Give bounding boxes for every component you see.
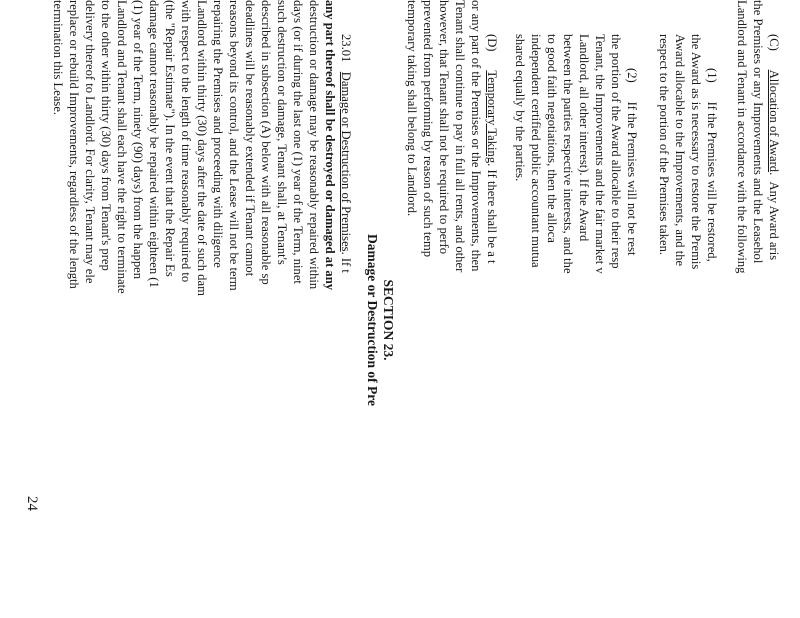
paragraph-c1-line: If the Premises will be restored,	[705, 101, 719, 262]
paragraph-d-line: prevented from performing by reason of such temp	[421, 0, 435, 258]
paragraph-c1-first-line	[704, 0, 720, 618]
paragraph-c-first-line: (C) Allocation of Award. Any Award aris	[767, 34, 781, 261]
paragraph-c2-line: Tenant, the Improvements and the fair market v	[593, 34, 607, 274]
paragraph-23-01-line: Landlord and Tenant shall each have the right to terminate	[115, 0, 129, 294]
paragraph-c1-marker: (1)	[705, 68, 719, 83]
paragraph-23-01-line: with respect to the length of time reasonably required to	[179, 0, 193, 283]
paragraph-c2-line: to good faith negotiations, then the alloca	[545, 34, 559, 243]
paragraph-23-01-first-line	[338, 0, 354, 618]
paragraph-23-01-line: (the "Repair Estimate"). In the event that the Repair Es	[163, 0, 177, 277]
paragraph-d-first-line	[484, 0, 500, 618]
paragraph-c2-line: If the Premises will not be rest	[625, 101, 639, 256]
paragraph-23-01-line: days (or if during the last one (1) year of the Term, ninet	[291, 0, 305, 284]
paragraph-c-line: the Premises or any Improvements and the Leasehol	[751, 0, 765, 264]
paragraph-23-01-line: to the other within thirty (30) days from Tenant's prep	[99, 0, 113, 271]
paragraph-23-01-line: damage cannot reasonably be repaired within eighteen (1	[147, 0, 161, 288]
paragraph-d-marker: (D)	[485, 34, 499, 52]
paragraph-23-01-heading: Damage or Destruction of Premises	[339, 71, 353, 252]
paragraph-d-line: temporary taking shall belong to Landlord.	[405, 0, 419, 217]
paragraph-c	[734, 0, 782, 618]
paragraph-c2	[512, 0, 640, 618]
paragraph-d-line: or any part of the Premises or the Improvements, then	[469, 0, 483, 272]
paragraph-d-line: however, that Tenant shall not be required to perfo	[437, 0, 451, 255]
paragraph-c2-line: independent certified public accountant mutua	[529, 34, 543, 268]
paragraph-23-01-line: such destruction or damage, Tenant shall, at Tenant's	[275, 0, 289, 265]
paragraph-c2-line: the portion of the Award allocable to their resp	[609, 34, 623, 269]
paragraph-23-01-line: described in subsection (A) below with all reasonable sp	[259, 0, 273, 285]
paragraph-23-01-number: 23.01	[339, 34, 353, 63]
paragraph-c-heading: Allocation of Award	[767, 69, 781, 173]
paragraph-c-line: Any Award aris	[767, 181, 781, 261]
paragraph-23-01-line: deadlines will be reasonably extended if Tenant cannot	[243, 0, 257, 277]
paragraph-d-line: Tenant shall continue to pay in full all rents, and other	[453, 0, 467, 273]
section-title: Damage or Destruction of Pre	[365, 234, 380, 406]
paragraph-23-01-line: repairing the Premises and proceeding with diligence	[211, 0, 225, 268]
paragraph-c1	[656, 0, 720, 618]
paragraph-c1-line: Award allocable to the Improvements, and the	[673, 34, 687, 267]
paragraph-23-01-line: replace or rebuild Improvements, regardless of the length	[67, 0, 81, 289]
paragraph-23-01-line: destruction or damage may be reasonably repaired within	[307, 0, 321, 290]
paragraph-c2-first-line	[624, 0, 640, 618]
paragraph-c-marker: (C)	[767, 34, 781, 51]
paragraph-23-01	[50, 0, 354, 618]
paragraph-c2-line: shared equally by the parties.	[513, 34, 527, 182]
paragraph-23-01-line: any part thereof shall be destroyed or damaged at any	[323, 0, 337, 291]
paragraph-c2-line: Landlord, all other interest). If the Award	[577, 34, 591, 242]
paragraph-23-01-line: . If t	[339, 251, 353, 273]
paragraph-23-01-line: (1) year of the Term, ninety (90) days) from the happen	[131, 0, 145, 279]
paragraph-d-heading: Temporary Taking	[485, 70, 499, 164]
paragraph-c1-line: the Award as is necessary to restore the Premis	[689, 34, 703, 270]
paragraph-d	[404, 0, 500, 618]
paragraph-23-01-line: termination this Lease.	[51, 0, 65, 116]
paragraph-c2-marker: (2)	[625, 68, 639, 83]
paragraph-23-01-line: delivery thereof to Landlord. For clarity, Tenant may ele	[83, 0, 97, 284]
section-heading	[364, 0, 396, 618]
paragraph-23-01-line: Landlord within thirty (30) days after the date of such dam	[195, 0, 209, 296]
paragraph-23-01-line: reasons beyond its control, and the Lease will not be term	[227, 0, 241, 291]
paragraph-d-line: . If there shall be a t	[485, 163, 499, 264]
section-number: SECTION 23.	[381, 279, 396, 361]
paragraph-c-line: Landlord and Tenant in accordance with the following	[735, 0, 749, 274]
paragraph-c1-line: respect to the portion of the Premises taken.	[657, 34, 671, 256]
page-number: 24	[24, 496, 40, 511]
paragraph-c2-line: between the parties respective interests, and the	[561, 34, 575, 274]
